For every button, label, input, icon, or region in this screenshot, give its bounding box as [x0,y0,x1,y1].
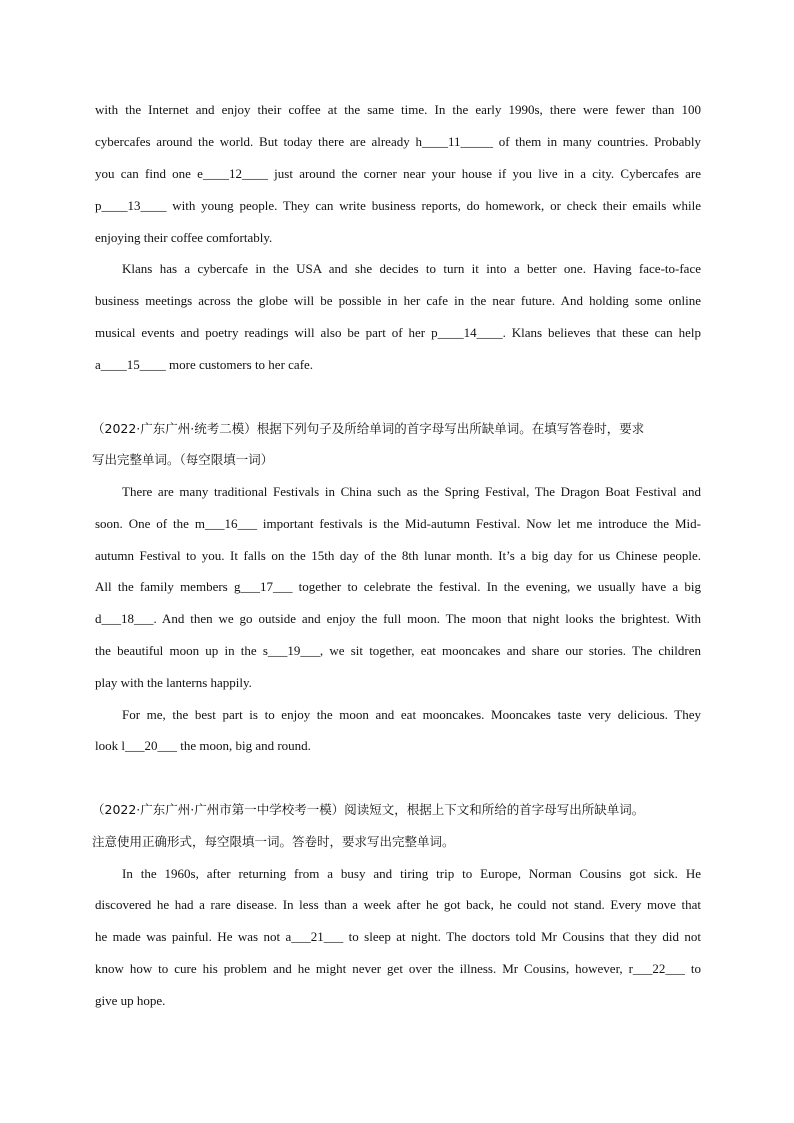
section3-line: discovered he had a rare disease. In less than a week after he got back, he could not stand. Every move that [95,897,701,912]
passage1-line: you can find one e____12____ just around the corner near your house if you live in a city. Cybercafes are [95,166,701,181]
section2-instruction: 写出完整单词。（每空限填一词） [92,452,274,467]
section3-instruction: 注意使用正确形式，每空限填一词。答卷时，要求写出完整单词。 [92,834,455,849]
passage1-line: cybercafes around the world. But today there are already h____11_____ of them in many countries. Probably [95,134,701,149]
section2-line: autumn Festival to you. It falls on the 15th day of the 8th lunar month. It’s a big day for us Chinese people. [95,548,701,563]
section3-instruction: （2022·广东广州·广州市第一中学校考一模）阅读短文，根据上下文和所给的首字母写出所缺单词。 [92,802,645,817]
section2-line: d___18___. And then we go outside and enjoy the full moon. The moon that night looks the brightest. With [95,611,701,626]
passage1-line: musical events and poetry readings will also be part of her p____14____. Klans believes that these can help [95,325,701,340]
section3-line: In the 1960s, after returning from a busy and tiring trip to Europe, Norman Cousins got sick. He [122,866,701,881]
passage1-line: a____15____ more customers to her cafe. [95,357,314,372]
section2-line: There are many traditional Festivals in China such as the Spring Festival, The Dragon Boat Festival and [122,484,701,499]
section2-line: soon. One of the m___16___ important festivals is the Mid-autumn Festival. Now let me introduce the Mid- [95,516,701,531]
passage1-line: with the Internet and enjoy their coffee at the same time. In the early 1990s, there were fewer than 100 [95,102,701,117]
section3-line: he made was painful. He was not a___21___ to sleep at night. The doctors told Mr Cousins that they did not [95,929,701,944]
section2-line: play with the lanterns happily. [95,675,252,690]
passage1-line: p____13____ with young people. They can write business reports, do homework, or check their emails while [95,198,701,213]
section2-line: the beautiful moon up in the s___19___, we sit together, eat mooncakes and share our stories. The children [95,643,701,658]
section3-line: give up hope. [95,993,166,1008]
section2-line: All the family members g___17___ together to celebrate the festival. In the evening, we usually have a big [95,579,701,594]
section3-line: know how to cure his problem and he might never get over the illness. Mr Cousins, however, r___22___ to [95,961,701,976]
passage1-line: Klans has a cybercafe in the USA and she decides to turn it into a better one. Having face-to-face [122,261,701,276]
passage1-line: business meetings across the globe will be possible in her cafe in the near future. And holding some online [95,293,701,308]
section2-instruction: （2022·广东广州·统考二模）根据下列句子及所给单词的首字母写出所缺单词。在填写答卷时，要求 [92,421,645,436]
section2-line: For me, the best part is to enjoy the moon and eat mooncakes. Mooncakes taste very delicious. They [122,707,701,722]
section2-line: look l___20___ the moon, big and round. [95,738,311,753]
passage1-line: enjoying their coffee comfortably. [95,230,273,245]
